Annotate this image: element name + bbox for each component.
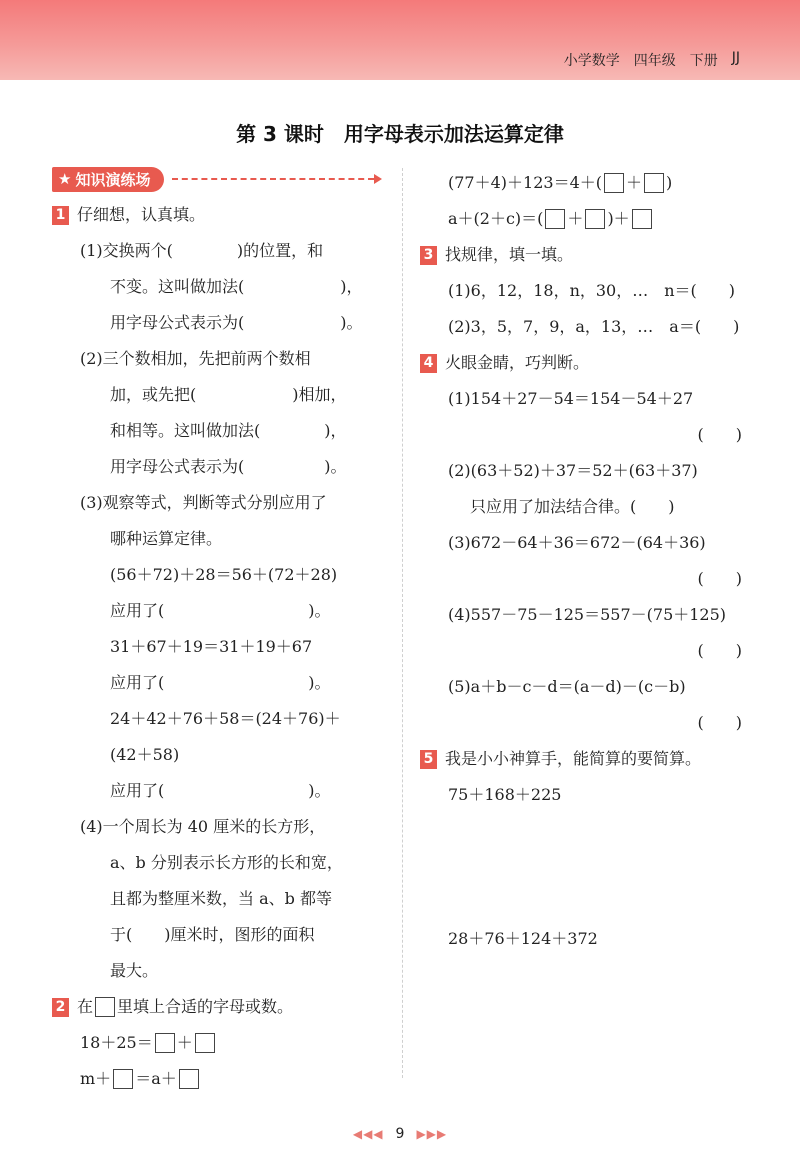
q1-line: (56＋72)＋28＝56＋(72＋28)	[110, 565, 338, 584]
q4-paren: ( )	[697, 713, 742, 732]
section-header	[52, 165, 382, 193]
q1-line: 应用了( )。	[110, 781, 331, 800]
q2-line: (77＋4)＋123＝4＋( ＋ )	[448, 173, 673, 192]
q4-line: (4)557－75－125＝557－(75＋125)	[448, 605, 727, 624]
q4-line: (5)a＋b－c－d＝(a－d)－(c－b)	[448, 677, 686, 696]
q4-header	[420, 345, 760, 381]
q5-header	[420, 741, 760, 777]
q1-number: 1	[52, 206, 69, 225]
answer-box[interactable]	[195, 1033, 215, 1053]
q1-line: 用字母公式表示为( )。	[110, 313, 363, 332]
q1-line: (4)一个周长为 40 厘米的长方形，	[80, 817, 326, 836]
q1-line: 不变。这叫做加法( )，	[110, 277, 363, 296]
answer-box[interactable]	[644, 173, 664, 193]
answer-box[interactable]	[604, 173, 624, 193]
q4-title: 火眼金睛，巧判断。	[445, 353, 590, 372]
q1-header	[52, 197, 382, 233]
q4-paren: ( )	[697, 425, 742, 444]
q1-line: 24＋42＋76＋58＝(24＋76)＋	[110, 709, 341, 728]
q4-line: 只应用了加法结合律。( )	[470, 497, 675, 516]
prev-marks: ◀◀◀	[352, 1127, 384, 1141]
q1-line: 加，或先把( )相加，	[110, 385, 347, 404]
answer-box[interactable]	[585, 209, 605, 229]
column-divider	[402, 168, 403, 1078]
q5-title: 我是小小神算手，能简算的要简算。	[445, 749, 702, 768]
q4-number: 4	[420, 354, 437, 373]
footer	[0, 1126, 800, 1142]
q2-header	[52, 989, 382, 1025]
q3-line: (1)6，12，18，n，30，… n＝( )	[448, 281, 736, 300]
q1-line: a、b 分别表示长方形的长和宽，	[110, 853, 343, 872]
answer-box[interactable]	[632, 209, 652, 229]
q3-line: (2)3，5，7，9，a，13，… a＝( )	[448, 317, 740, 336]
q1-line: 应用了( )。	[110, 673, 331, 692]
header-volume: 下册	[689, 53, 718, 69]
answer-box[interactable]	[545, 209, 565, 229]
q1-line: (42＋58)	[110, 745, 180, 764]
q1-line: (2)三个数相加，先把前两个数相	[80, 349, 311, 368]
header-subject: 小学数学	[563, 53, 620, 69]
section-label: 知识演练场	[75, 170, 151, 189]
q5-expression: 28＋76＋124＋372	[448, 929, 598, 948]
q4-line: (2)(63＋52)＋37＝52＋(63＋37)	[448, 461, 698, 480]
q1-line: (3)观察等式，判断等式分别应用了	[80, 493, 327, 512]
header-grade: 四年级	[633, 53, 676, 69]
section-dash	[172, 178, 374, 180]
q1-line: 哪种运算定律。	[110, 529, 223, 548]
answer-box[interactable]	[179, 1069, 199, 1089]
q2-line: a＋(2＋c)＝( ＋ )＋	[420, 201, 760, 237]
answer-box[interactable]	[113, 1069, 133, 1089]
q1-line: 且都为整厘米数，当 a、b 都等	[110, 889, 332, 908]
section-badge	[52, 167, 164, 192]
q4-paren: ( )	[697, 569, 742, 588]
header-edition: JJ	[731, 50, 740, 66]
q1-line: 和相等。这叫做加法( )，	[110, 421, 347, 440]
work-space	[420, 813, 760, 921]
q1-line: 31＋67＋19＝31＋19＋67	[110, 637, 313, 656]
q1-line: 用字母公式表示为( )。	[110, 457, 347, 476]
q3-header	[420, 237, 760, 273]
q1-line: 于( )厘米时，图形的面积	[110, 925, 315, 944]
page-title: 第 3 课时 用字母表示加法运算定律	[236, 122, 564, 146]
q4-line: (3)672－64＋36＝672－(64＋36)	[448, 533, 706, 552]
q4-line: (1)154＋27－54＝154－54＋27	[448, 389, 694, 408]
q5-expression: 75＋168＋225	[448, 785, 562, 804]
answer-box[interactable]	[155, 1033, 175, 1053]
star-icon: ★	[58, 170, 72, 188]
q4-paren: ( )	[697, 641, 742, 660]
q1-title: 仔细想，认真填。	[77, 205, 206, 224]
q5-number: 5	[420, 750, 437, 769]
q2-line: 18＋25＝ ＋	[52, 1025, 382, 1061]
q2-title-pre: 在	[77, 997, 94, 1016]
answer-box[interactable]	[95, 997, 115, 1017]
next-marks: ▶▶▶	[416, 1127, 448, 1141]
page-number: 9	[395, 1126, 405, 1142]
q1-line: (1)交换两个( )的位置，和	[80, 241, 324, 260]
q2-line: m＋ ＝a＋	[52, 1061, 382, 1097]
q2-title-post: 里填上合适的字母或数。	[117, 997, 294, 1016]
left-column	[52, 165, 382, 1097]
header-info	[564, 50, 740, 70]
q3-number: 3	[420, 246, 437, 265]
q1-line: 最大。	[110, 961, 159, 980]
q1-line: 应用了( )。	[110, 601, 331, 620]
q3-title: 找规律，填一填。	[445, 245, 574, 264]
right-column	[420, 165, 760, 957]
q2-number: 2	[52, 998, 69, 1017]
arrow-right-icon	[374, 174, 382, 184]
